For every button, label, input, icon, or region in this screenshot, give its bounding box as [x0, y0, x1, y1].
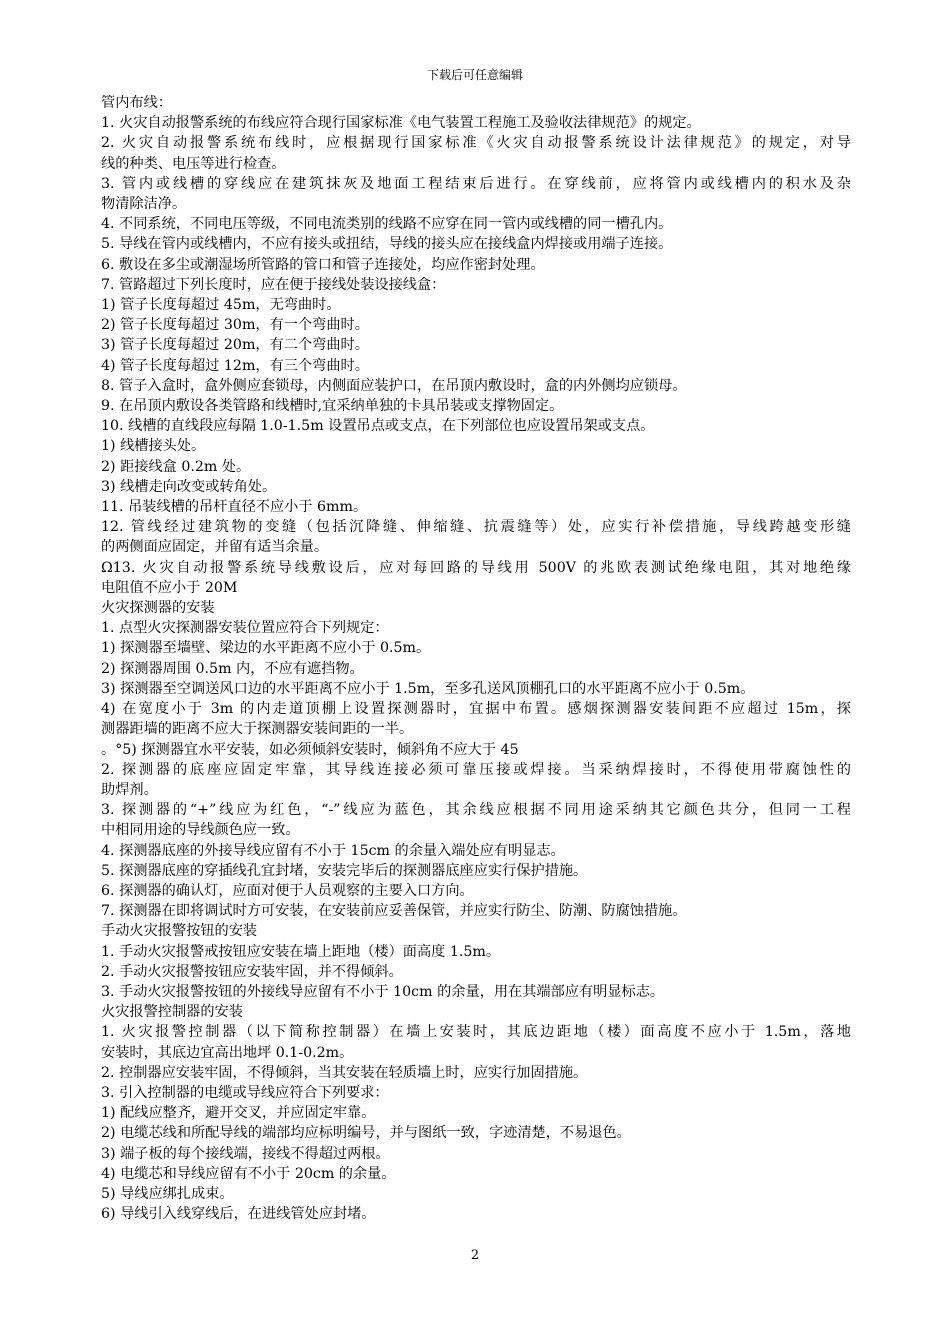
text-line: 2) 距接线盒 0.2m 处。 [101, 458, 251, 475]
text-line: 2) 电缆芯线和所配导线的端部均应标明编号，并与图纸一致，字迹清楚，不易退色。 [101, 1125, 631, 1142]
text-line: 4. 探测器底座的外接导线应留有不小于 15cm 的余量入端处应有明显志。 [101, 842, 565, 859]
text-line: 1. 火灾自动报警系统的布线应符合现行国家标准《电气装置工程施工及验收法律规范》的规定。 [101, 115, 701, 132]
text-line: 8. 管子入盒时，盒外侧应套锁母，内侧面应装护口，在吊顶内敷设时，盒的内外侧均应锁母。 [101, 377, 687, 394]
text-line: 4) 电缆芯和导线应留有不小于 20cm 的余量。 [101, 1165, 396, 1182]
text-line: 的两侧面应固定，并留有适当余量。 [101, 539, 329, 556]
text-line: 7. 探测器在即将调试时方可安装，在安装前应妥善保管，并应实行防尘、防潮、防腐蚀措施。 [101, 903, 687, 920]
text-line: 2. 探测器的底座应固定牢靠，其导线连接必须可靠压接或焊接。当采纳焊接时，不得使用带腐蚀性的 [101, 761, 851, 778]
page-number: 2 [470, 1248, 480, 1263]
text-line: 3) 探测器至空调送风口边的水平距离不应小于 1.5m，至多孔送风顶棚孔口的水平距离不应小于 0.5m。 [101, 680, 755, 697]
text-line: 4) 在宽度小于 3m 的内走道顶棚上设置探测器时，宜据中布置。感烟探测器安装间距不应超过 15m，探 [101, 701, 851, 718]
text-line: 中相同用途的导线颜色应一致。 [101, 822, 300, 839]
text-line: 5) 导线应绑扎成束。 [101, 1185, 234, 1202]
text-line: 4) 管子长度每超过 12m，有三个弯曲时。 [101, 357, 369, 374]
text-line: 。°5) 探测器宜水平安装，如必须倾斜安装时，倾斜角不应大于 45 [101, 741, 519, 758]
text-line: 1) 线槽接头处。 [101, 438, 206, 455]
text-line: 1. 点型火灾探测器安装位置应符合下列规定： [101, 620, 389, 637]
text-line: 5. 探测器底座的穿插线孔宜封堵，安装完毕后的探测器底座应实行保护措施。 [101, 862, 588, 879]
text-line: 助焊剂。 [101, 781, 158, 798]
text-line: 线的种类、电压等进行检查。 [101, 155, 286, 172]
text-line: 火灾探测器的安装 [101, 600, 215, 617]
text-line: 11. 吊装线槽的吊杆直径不应小于 6mm。 [101, 499, 368, 516]
text-line: 12. 管线经过建筑物的变缝（包括沉降缝、伸缩缝、抗震缝等）处，应实行补偿措施，导线跨越变形缝 [101, 519, 851, 536]
text-line: 测器距墙的距离不应大于探测器安装间距的一半。 [101, 721, 414, 738]
text-line: 7. 管路超过下列长度时，应在便于接线处装设接线盒： [101, 276, 446, 293]
text-line: 9. 在吊顶内敷设各类管路和线槽时,宜采纳单独的卡具吊装或支撑物固定。 [101, 398, 564, 415]
text-line: 手动火灾报警按钮的安装 [101, 923, 258, 940]
text-line: 4. 不同系统，不同电压等级，不同电流类别的线路不应穿在同一管内或线槽的同一槽孔内。 [101, 216, 673, 233]
text-line: 3) 线槽走向改变或转角处。 [101, 478, 277, 495]
text-line: 2. 火灾自动报警系统布线时，应根据现行国家标准《火灾自动报警系统设计法律规范》的规定，对导 [101, 135, 851, 152]
text-line: 电阻值不应小于 20M [101, 579, 238, 596]
text-line: 5. 导线在管内或线槽内，不应有接头或扭结，导线的接头应在接线盒内焊接或用端子连接。 [101, 236, 673, 253]
text-line: 6. 探测器的确认灯，应面对便于人员观察的主要入口方向。 [101, 882, 474, 899]
document-body [101, 93, 851, 1224]
text-line: 2. 控制器应安装牢固，不得倾斜，当其安装在轻质墙上时，应实行加固措施。 [101, 1064, 588, 1081]
text-line: Ω13. 火灾自动报警系统导线敷设后，应对每回路的导线用 500V 的兆欧表测试绝缘电阻，其对地绝缘 [101, 559, 851, 576]
text-line: 3) 端子板的每个接线端，接线不得超过两根。 [101, 1145, 390, 1162]
text-line: 2) 管子长度每超过 30m，有一个弯曲时。 [101, 317, 369, 334]
text-line: 3. 探测器的“+”线应为红色，“-”线应为蓝色，其余线应根据不同用途采纳其它颜色共分，但同一工程 [101, 802, 851, 819]
text-line: 物清除洁净。 [101, 196, 187, 213]
text-line: 2) 探测器周围 0.5m 内，不应有遮挡物。 [101, 660, 364, 677]
text-line: 2. 手动火灾报警按钮应安装牢固，并不得倾斜。 [101, 963, 403, 980]
text-line: 1. 手动火灾报警戒按钮应安装在墙上距地（楼）面高度 1.5m。 [101, 943, 501, 960]
text-line: 1) 探测器至墙壁、梁边的水平距离不应小于 0.5m。 [101, 640, 431, 657]
text-line: 火灾报警控制器的安装 [101, 1004, 243, 1021]
text-line: 3) 管子长度每超过 20m，有二个弯曲时。 [101, 337, 369, 354]
text-line: 1. 火灾报警控制器（以下简称控制器）在墙上安装时，其底边距地（楼）面高度不应小于 1.5m，落地 [101, 1024, 851, 1041]
text-line: 管内布线： [101, 95, 172, 111]
text-line: 10. 线槽的直线段应每隔 1.0-1.5m 设置吊点或支点，在下列部位也应设置吊架或支点。 [101, 418, 655, 435]
text-line: 3. 引入控制器的电缆或导线应符合下列要求： [101, 1084, 389, 1101]
text-line: 安装时，其底边宜高出地坪 0.1-0.2m。 [101, 1044, 354, 1061]
text-line: 1) 管子长度每超过 45m，无弯曲时。 [101, 297, 341, 314]
text-line: 6. 敷设在多尘或潮湿场所管路的管口和管子连接处，均应作密封处理。 [101, 256, 545, 273]
text-line: 3. 手动火灾报警按钮的外接线导应留有不小于 10cm 的余量，用在其端部应有明显标志。 [101, 983, 665, 1000]
text-line: 1) 配线应整齐，避开交叉，并应固定牢靠。 [101, 1105, 376, 1122]
page-header: 下载后可任意编辑 [426, 68, 523, 82]
text-line: 3. 管内或线槽的穿线应在建筑抹灰及地面工程结束后进行。在穿线前，应将管内或线槽内的积水及杂 [101, 175, 851, 192]
text-line: 6) 导线引入线穿线后，在进线管处应封堵。 [101, 1206, 376, 1223]
